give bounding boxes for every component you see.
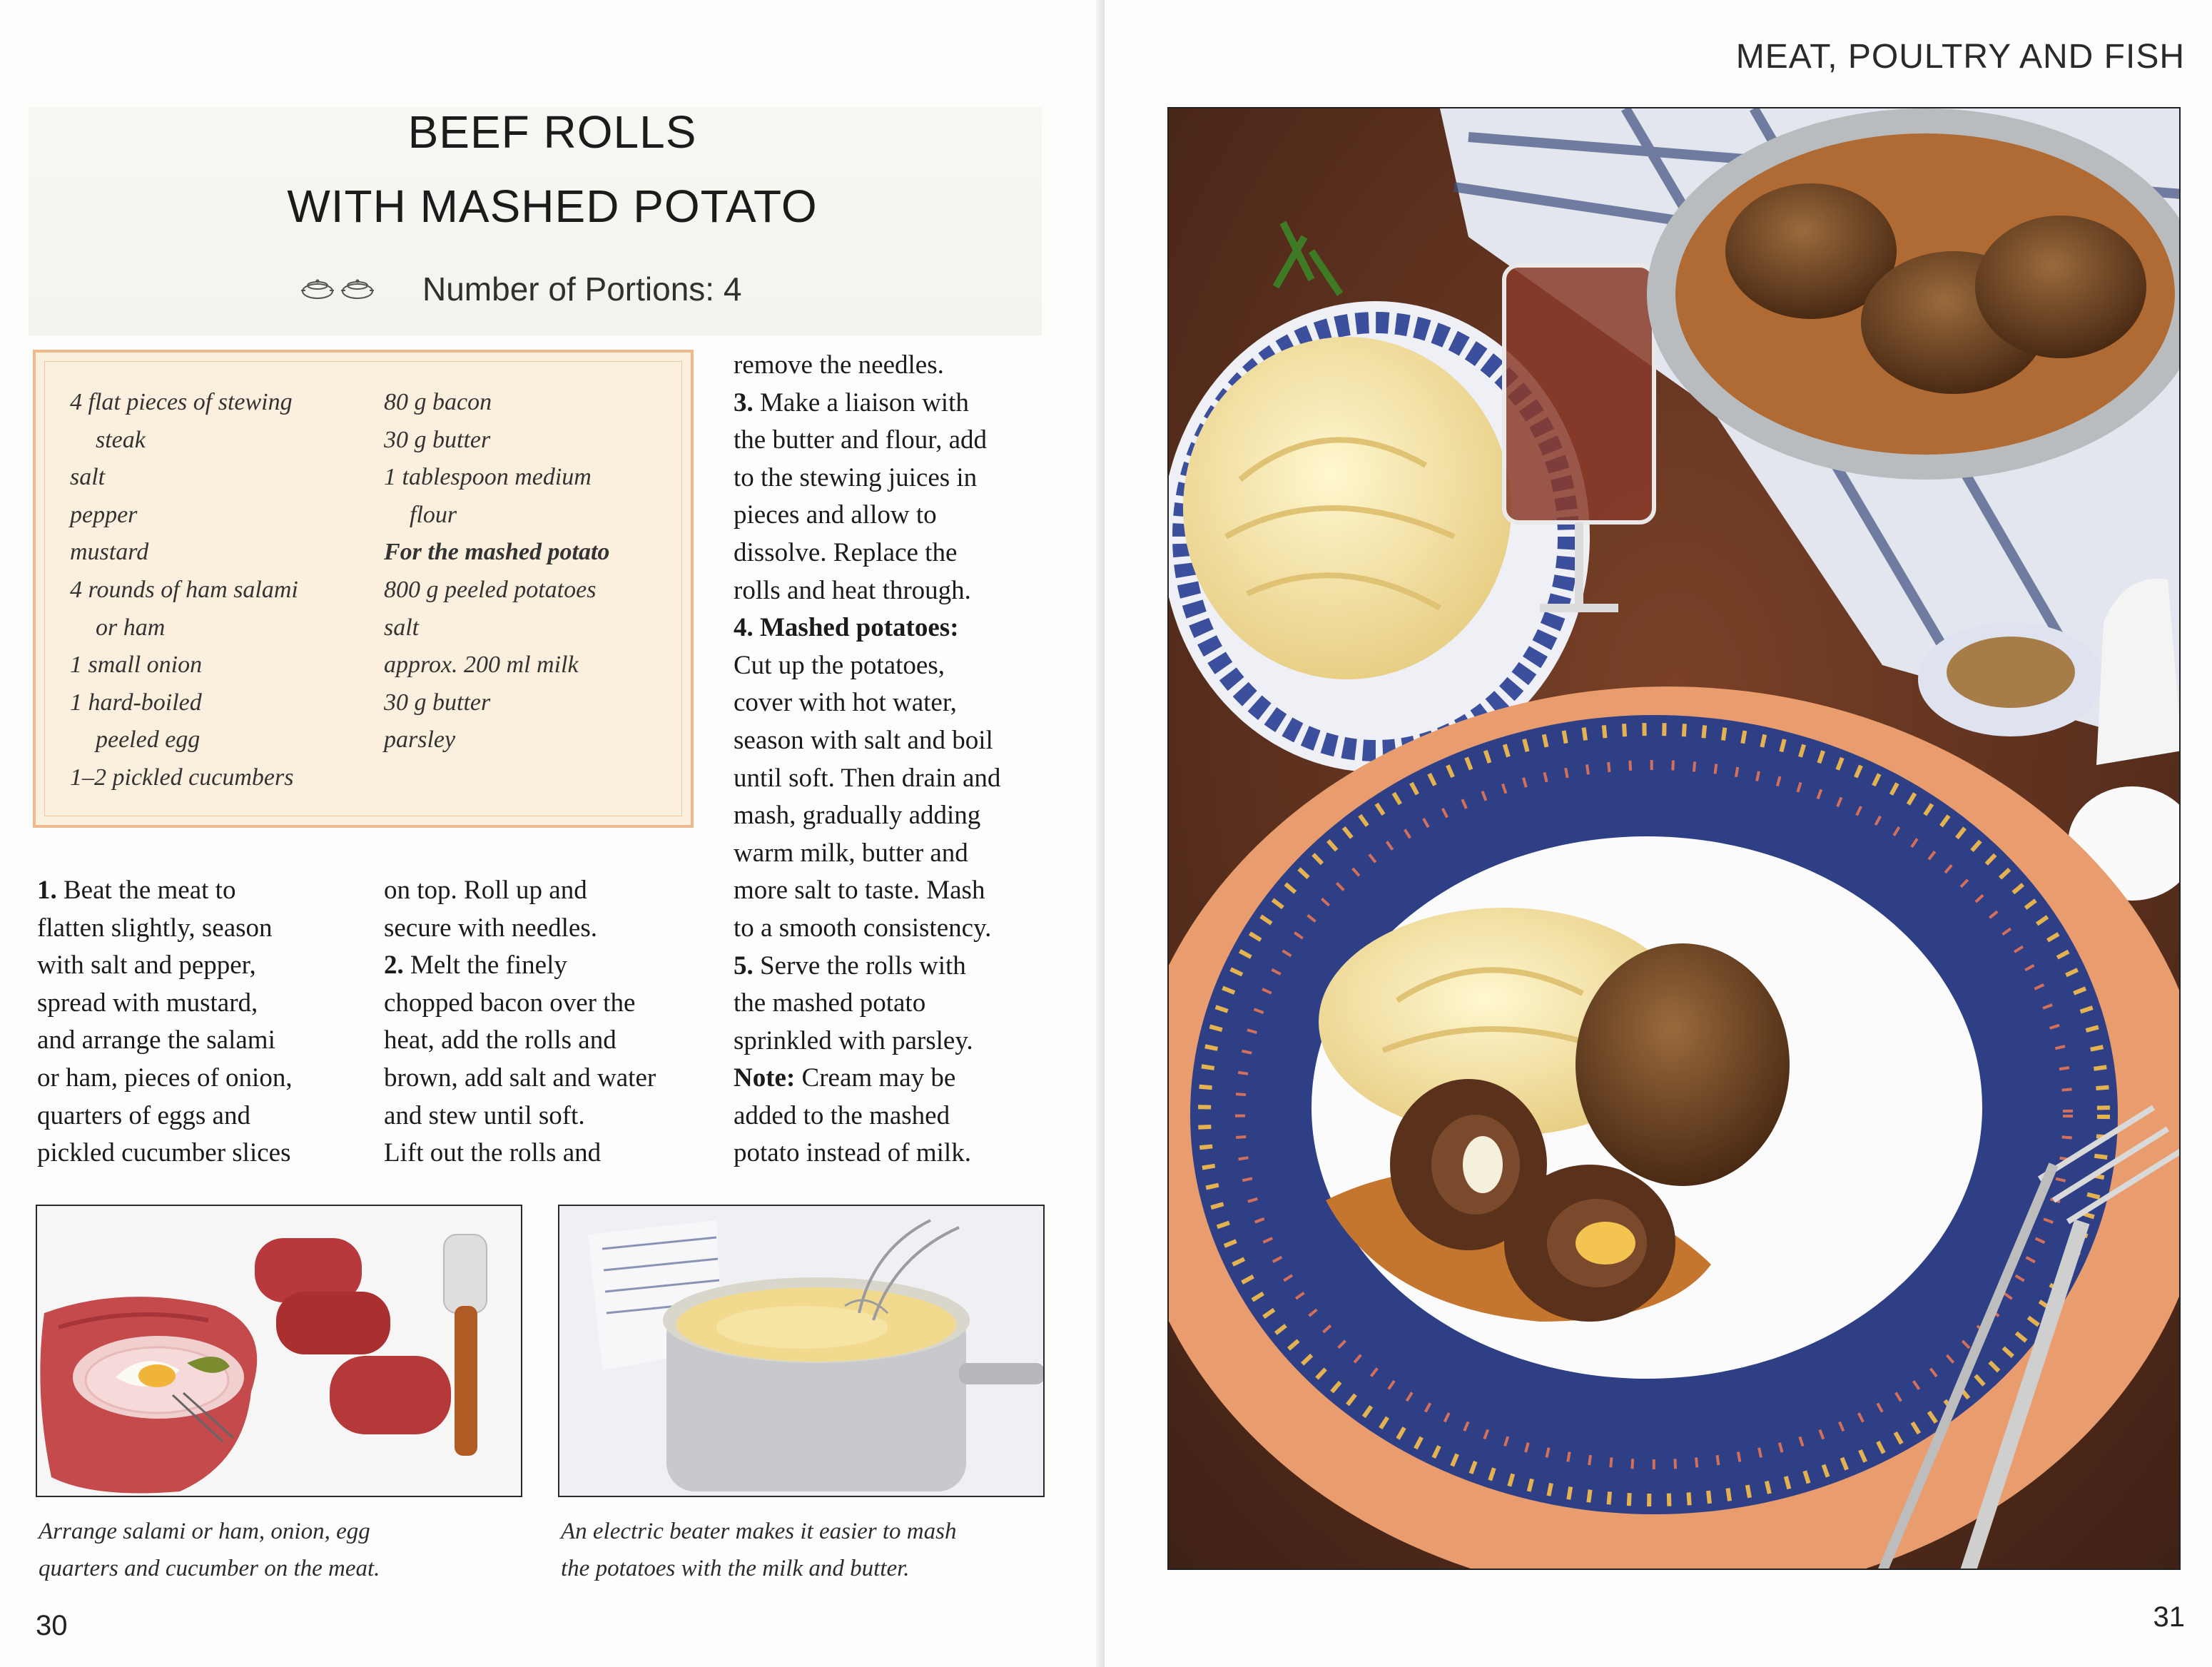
step-heading: 4. Mashed potatoes: bbox=[734, 613, 959, 643]
section-header: MEAT, POULTRY AND FISH bbox=[1735, 38, 2185, 76]
ingredient-item: pepper bbox=[70, 501, 138, 528]
ingredient-item: 4 rounds of ham salami or ham bbox=[70, 576, 298, 641]
ingredient-item: 1 small onion bbox=[70, 652, 203, 679]
ingredient-item: 800 g peeled potatoes bbox=[384, 576, 597, 603]
portions-row bbox=[300, 264, 741, 314]
ingredient-item: salt bbox=[70, 464, 106, 491]
ingredient-item: parsley bbox=[384, 726, 456, 754]
step-number: 5. bbox=[734, 951, 754, 981]
ingredient-item: approx. 200 ml milk bbox=[384, 652, 579, 679]
left-page bbox=[0, 0, 1105, 1667]
photo-beef-rolls-dish bbox=[1167, 107, 2181, 1570]
photo-assembling-rolls bbox=[36, 1205, 522, 1497]
note-label: Note: bbox=[734, 1063, 796, 1093]
recipe-title-line-1: BEEF ROLLS bbox=[407, 106, 697, 158]
step-number: 2. bbox=[384, 951, 404, 981]
ingredient-item: salt bbox=[384, 614, 420, 641]
photo-caption-2: An electric beater makes it easier to mash the potatoes with the milk and butter. bbox=[561, 1519, 957, 1581]
step-text: Melt the finely chopped bacon over the heat, add the rolls and brown, add salt and water and stew until soft. Lift out the rolls and bbox=[384, 951, 656, 1168]
ingredients-box bbox=[33, 350, 694, 828]
step-number: 3. bbox=[734, 387, 754, 417]
ingredient-item: 30 g butter bbox=[384, 689, 491, 716]
step-text: Serve the rolls with the mashed potato sprinkled with parsley. bbox=[734, 951, 973, 1055]
photo-caption-1: Arrange salami or ham, onion, egg quarters and cucumber on the meat. bbox=[39, 1519, 380, 1581]
recipe-title-line-2: WITH MASHED POTATO bbox=[287, 181, 818, 232]
method-column-2 bbox=[384, 872, 698, 1172]
step-text: on top. Roll up and secure with needles. bbox=[384, 876, 597, 943]
ingredient-item: 30 g butter bbox=[384, 426, 491, 453]
method-column-3 bbox=[734, 347, 1040, 1172]
portions-count: Number of Portions: 4 bbox=[422, 270, 742, 308]
ingredient-item: 4 flat pieces of stewing steak bbox=[70, 389, 293, 453]
mashed-potato-subheading: For the mashed potato bbox=[384, 539, 610, 566]
step-text: Cut up the potatoes, cover with hot water, season with salt and boil until soft. Then drain and mash, gradually adding warm milk, butter and more salt to taste. Mash to a smooth consistency. bbox=[734, 650, 1001, 943]
note-text: Cream may be added to the mashed potato instead of milk. bbox=[734, 1063, 971, 1168]
step-text: Beat the meat to flatten slightly, season with salt and pepper, spread with mustard, and arrange the salami or ham, pieces of onion, quarters of eggs and pickled cucumber slices bbox=[37, 876, 293, 1168]
step-text: remove the needles. bbox=[734, 350, 944, 380]
photo-mashing-potatoes bbox=[558, 1205, 1045, 1497]
ingredients-list-main bbox=[70, 384, 370, 797]
page-number-right: 31 bbox=[2153, 1601, 2185, 1633]
page-number-left: 30 bbox=[36, 1610, 68, 1641]
cooking-pot-icon bbox=[300, 277, 335, 301]
step-text: Make a liaison with the butter and flour, add to the stewing juices in pieces and allow to dissolve. Replace the rolls and heat through. bbox=[734, 387, 988, 605]
step-number: 1. bbox=[37, 876, 57, 905]
method-column-1 bbox=[37, 872, 351, 1172]
ingredient-item: 1 hard-boiled peeled egg bbox=[70, 689, 202, 754]
ingredient-item: 1–2 pickled cucumbers bbox=[70, 764, 294, 791]
cooking-pot-icon bbox=[340, 277, 375, 301]
ingredient-item: mustard bbox=[70, 539, 149, 566]
ingredients-list-secondary bbox=[384, 384, 684, 759]
ingredient-item: 80 g bacon bbox=[384, 389, 492, 415]
ingredient-item: 1 tablespoon medium flour bbox=[384, 464, 592, 528]
